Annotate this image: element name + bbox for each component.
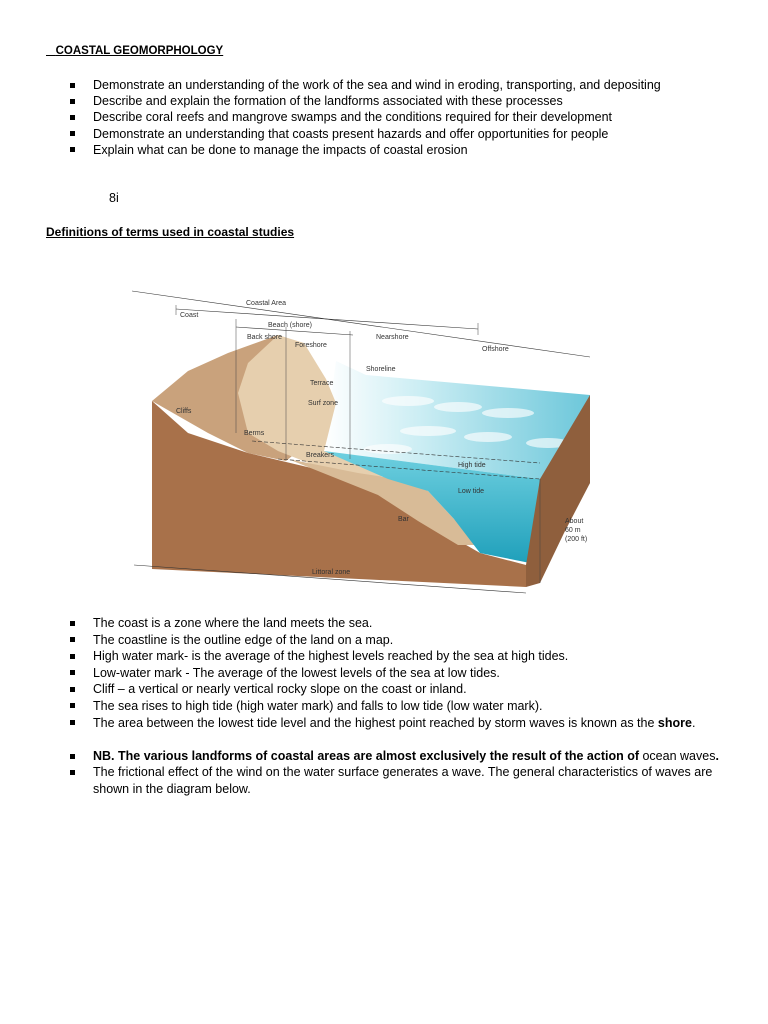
label-bar: Bar [398, 516, 409, 523]
nb-statement: NB. The various landforms of coastal areas are almost exclusively the result of the action of [93, 749, 643, 763]
label-coastal-area: Coastal Area [246, 300, 287, 307]
label-berms: Berms [244, 430, 265, 437]
terms-list [70, 615, 730, 731]
square-bullet-icon [70, 654, 75, 659]
list-item: Explain what can be done to manage the impacts of coastal erosion [70, 142, 730, 158]
zone-line [176, 309, 478, 329]
label-back-shore: Back shore [247, 334, 283, 341]
label-nearshore: Nearshore [376, 334, 409, 341]
square-bullet-icon [70, 621, 75, 626]
square-bullet-icon [70, 770, 75, 775]
shore-term: shore [657, 715, 692, 730]
page-number: 8i [109, 191, 119, 205]
list-item: The frictional effect of the wind on the water surface generates a wave. The general characteristics of waves are shown in the diagram below. [70, 764, 730, 797]
label-cliffs: Cliffs [176, 408, 192, 415]
square-bullet-icon [70, 115, 75, 120]
list-item: Describe coral reefs and mangrove swamps and the conditions required for their development [70, 109, 730, 125]
objectives-list [70, 77, 730, 158]
label-depth-1: About [565, 518, 584, 525]
label-depth-3: (200 ft) [565, 536, 588, 543]
square-bullet-icon [70, 147, 75, 152]
label-shoreline: Shoreline [366, 366, 396, 373]
label-coast: Coast [180, 312, 199, 319]
label-breakers: Breakers [306, 452, 335, 459]
square-bullet-icon [70, 720, 75, 725]
list-item: The coast is a zone where the land meets the sea. [70, 615, 730, 632]
list-item: Low-water mark - The average of the lowest levels of the sea at low tides. [70, 665, 730, 682]
square-bullet-icon [70, 83, 75, 88]
list-item: Describe and explain the formation of the landforms associated with these processes [70, 93, 730, 109]
list-item: The area between the lowest tide level and the highest point reached by storm waves is known as the shore. [70, 715, 730, 732]
square-bullet-icon [70, 131, 75, 136]
list-item: Demonstrate an understanding that coasts present hazards and offer opportunities for people [70, 126, 730, 142]
label-beach: Beach (shore) [268, 322, 312, 329]
page-title: COASTAL GEOMORPHOLOGY [55, 45, 224, 57]
square-bullet-icon [70, 670, 75, 675]
square-bullet-icon [70, 637, 75, 642]
label-terrace: Terrace [310, 380, 334, 387]
coastal-area-line [132, 291, 590, 357]
notes-list [70, 748, 730, 797]
list-item: Demonstrate an understanding of the work of the sea and wind in eroding, transporting, and depositing [70, 77, 730, 93]
square-bullet-icon [70, 754, 75, 759]
label-offshore: Offshore [482, 346, 509, 353]
label-surf-zone: Surf zone [308, 400, 338, 407]
label-depth-2: 60 m [565, 527, 581, 534]
list-item: The coastline is the outline edge of the land on a map. [70, 632, 730, 649]
label-high-tide: High tide [458, 462, 486, 469]
square-bullet-icon [70, 99, 75, 104]
label-foreshore: Foreshore [295, 342, 327, 349]
coastal-zone-diagram [128, 283, 592, 601]
list-item: NB. The various landforms of coastal areas are almost exclusively the result of the action of ocean waves. [70, 748, 730, 764]
coastal-diagram-svg [128, 283, 592, 601]
list-item: The sea rises to high tide (high water mark) and falls to low tide (low water mark). [70, 698, 730, 715]
list-item: Cliff – a vertical or nearly vertical rocky slope on the coast or inland. [70, 681, 730, 698]
definitions-heading: Definitions of terms used in coastal studies [46, 225, 295, 239]
square-bullet-icon [70, 703, 75, 708]
list-item: High water mark- is the average of the highest levels reached by the sea at high tides. [70, 648, 730, 665]
label-low-tide: Low tide [458, 488, 485, 495]
square-bullet-icon [70, 687, 75, 692]
label-littoral-zone: Littoral zone [312, 569, 351, 576]
